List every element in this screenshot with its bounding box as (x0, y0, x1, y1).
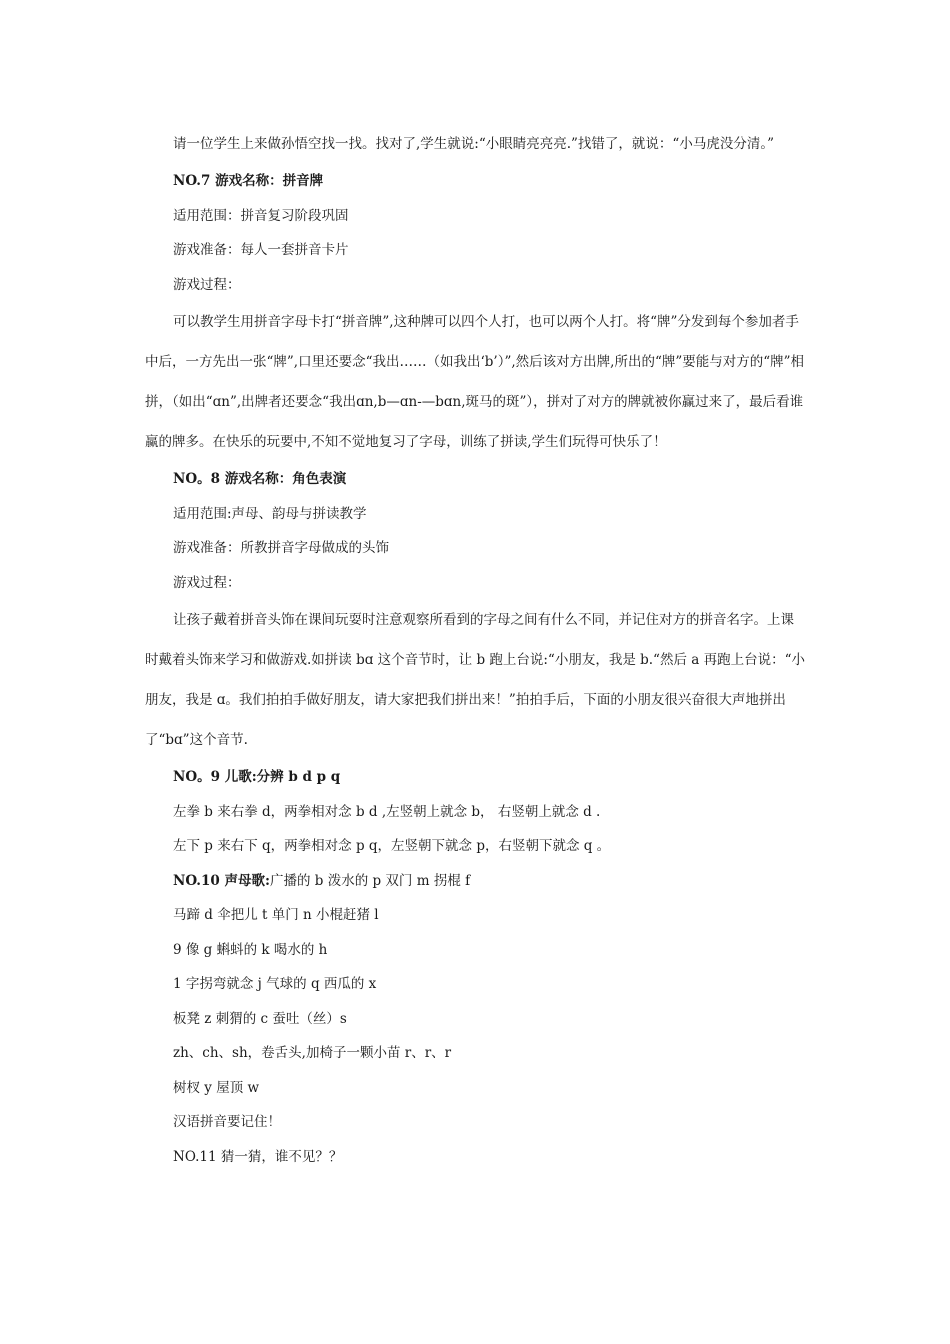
intro-paragraph: 请一位学生上来做孙悟空找一找。找对了,学生就说:“小眼睛亮亮亮.”找错了，就说：“小马虎没分清。” (173, 136, 774, 152)
no11-heading: NO.11 猜一猜，谁不见？？ (173, 1148, 343, 1165)
no8-process-text: 让孩子戴着拼音头饰在课间玩耍时注意观察所看到的字母之间有什么不同，并记住对方的拼音名字。上课时戴着头饰来学习和做游戏.如拼读 bɑ 这个音节时，让 b 跑上台说:“小朋友，我是 b.“然后 a 再跑上台说：“小朋友，我是 ɑ。我们拍拍手做好朋友，请大家把我们拼出来！”拍拍手后，下面的小朋友很兴奋很大声地拼出了“bɑ”这个音节. (145, 612, 805, 748)
no9-heading: NO。9 儿歌:分辨 b d p q (173, 769, 341, 785)
no8-process-label: 游戏过程： (173, 574, 241, 591)
no9-line-2: 左下 p 来右下 q，两拳相对念 p q，左竖朝下就念 p，右竖朝下就念 q 。 (173, 838, 611, 854)
document-body (145, 124, 805, 1174)
no8-scope: 适用范围:声母、韵母与拼读教学 (173, 505, 367, 522)
no7-prep: 游戏准备：每人一套拼音卡片 (173, 242, 349, 258)
no7-process-text: 可以教学生用拼音字母卡打“拼音牌”,这种牌可以四个人打，也可以两个人打。将“牌”分发到每个参加者手中后，一方先出一张“牌”,口里还要念“我出……（如我出‘b’）”,然后该对方出牌,所出的“牌”要能与对方的“牌”相拼，（如出“ɑn”,出牌者还要念“我出ɑn,b—ɑn-—bɑn,斑马的斑”），拼对了对方的牌就被你赢过来了，最后看谁赢的牌多。在快乐的玩要中,不知不觉地复习了字母，训练了拼读,学生们玩得可快乐了！ (145, 314, 805, 450)
no10-line: 1 字拐弯就念 j 气球的 q 西瓜的 x (173, 976, 377, 992)
no10-line: 板凳 z 刺猬的 c 蚕吐（丝）s (173, 1010, 347, 1027)
no10-first-line-text: 广播的 b 泼水的 p 双门 m 拐棍 f (269, 872, 471, 889)
no10-heading: NO.10 声母歌: (173, 872, 270, 889)
no10-line: 汉语拼音要记住！ (173, 1114, 281, 1130)
no10-first-line (145, 864, 805, 899)
no10-line: 9 像 g 蝌蚪的 k 喝水的 h (173, 941, 328, 958)
no10-line: zh、ch、sh，卷舌头,加椅子一颗小苗 r、r、r (173, 1045, 452, 1061)
no7-process-label: 游戏过程： (173, 276, 241, 293)
no7-scope: 适用范围：拼音复习阶段巩固 (173, 207, 349, 224)
no10-line: 马蹄 d 伞把儿 t 单门 n 小棍赶猪 l (173, 907, 379, 923)
no8-prep: 游戏准备：所教拼音字母做成的头饰 (173, 540, 389, 556)
no8-heading: NO。8 游戏名称：角色表演 (173, 471, 347, 487)
no10-line: 树杈 y 屋顶 w (173, 1079, 260, 1096)
no9-line-1: 左拳 b 来右拳 d，两拳相对念 b d ,左竖朝上就念 b， 右竖朝上就念 d . (173, 803, 601, 820)
no7-heading: NO.7 游戏名称：拼音牌 (173, 173, 324, 189)
